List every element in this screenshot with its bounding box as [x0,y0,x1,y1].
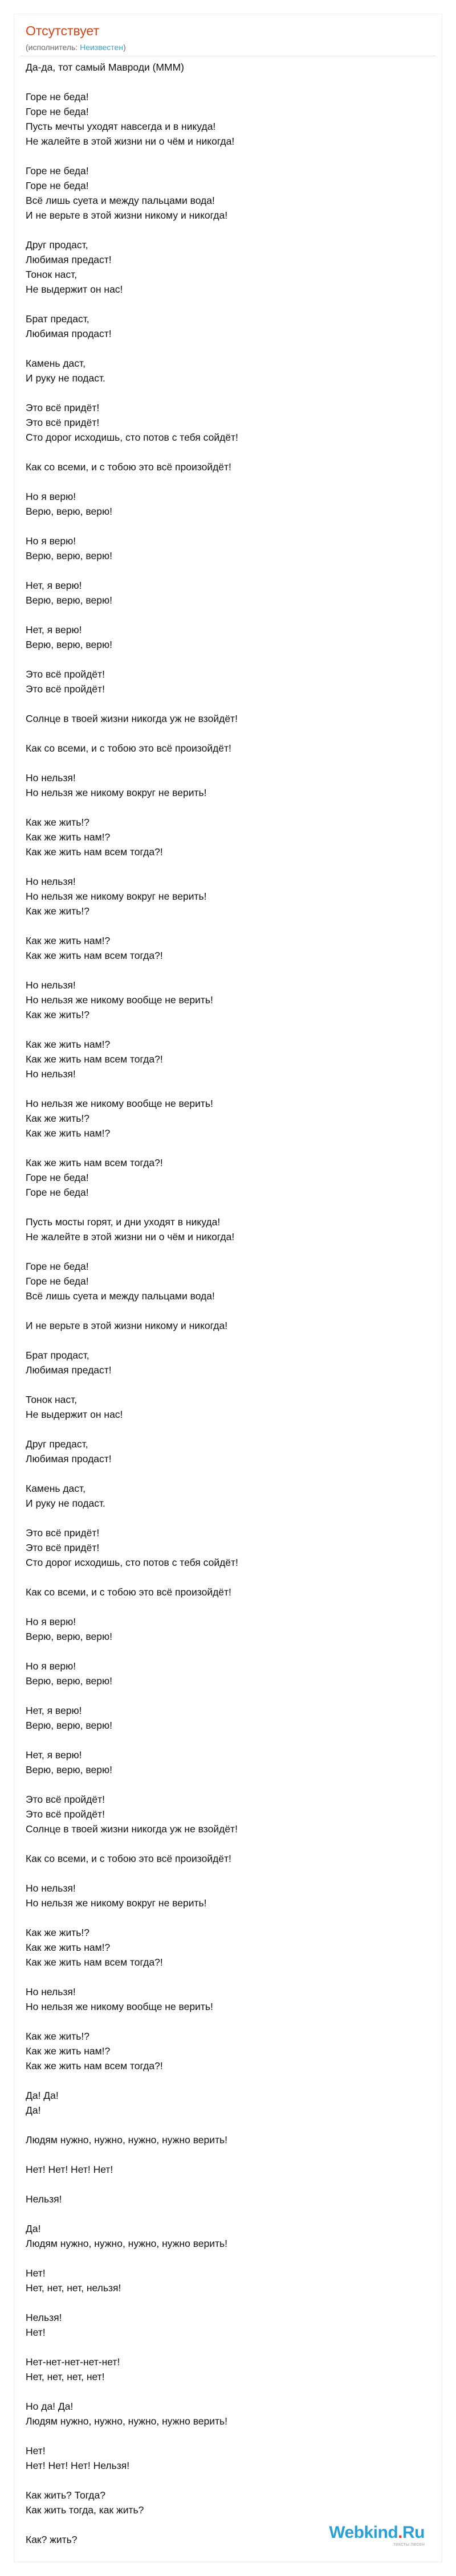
lyric-line: Да! Да! [26,2090,59,2101]
lyric-line: Верю, верю, верю! [26,550,112,561]
lyrics-stanza [26,1792,425,1836]
lyric-line: Горе не беда! [26,91,89,102]
lyric-line: Как же жить нам!? [26,2045,111,2057]
lyric-line: Это всё пройдёт! [26,1794,105,1805]
lyric-line: Камень даст, [26,358,85,369]
lyrics-stanza [26,578,425,608]
site-logo[interactable] [329,2523,425,2547]
lyrics-stanza [26,1348,425,1377]
lyric-line: Как со всеми, и с тобою это всё произойдёт! [26,1853,231,1864]
lyrics-stanza [26,60,425,75]
lyrics-stanza [26,1215,425,1244]
lyric-line: Горе не беда! [26,1261,89,1272]
lyrics-stanza [26,770,425,800]
lyric-line: Не выдержит он нас! [26,1409,123,1420]
lyric-line: Нет! [26,2445,46,2456]
lyric-line: Пусть мечты уходят навсегда и в никуда! [26,121,216,132]
lyric-line: Верю, верю, верю! [26,1675,112,1687]
lyric-line: Верю, верю, верю! [26,506,112,517]
lyrics-stanza [26,1703,425,1733]
lyric-line: Как же жить!? [26,817,89,828]
lyric-line: И не верьте в этой жизни никому и никогда! [26,210,228,221]
lyrics-stanza [26,2488,425,2517]
lyric-line: Но я верю! [26,535,76,547]
lyric-line: Людям нужно, нужно, нужно, нужно верить! [26,2238,228,2249]
lyrics-stanza [26,1259,425,1303]
lyric-line: Любимая предаст! [26,1364,112,1376]
lyric-line: Но нельзя! [26,1986,76,1997]
artist-line [26,43,126,52]
lyrics-stanza [26,1037,425,1081]
lyric-line: Как же жить нам всем тогда?! [26,950,163,961]
lyrics-stanza [26,1155,425,1200]
lyrics-stanza [26,978,425,1022]
artist-prefix: (исполнитель: [26,43,80,52]
lyric-line: Как жить? Тогда? [26,2489,105,2501]
lyric-line: Но нельзя! [26,876,76,887]
artist-suffix: ) [123,43,126,52]
lyrics-stanza [26,622,425,652]
lyrics-stanza [26,2399,425,2429]
lyric-line: Горе не беда! [26,1187,89,1198]
lyric-line: И не верьте в этой жизни никому и никогда! [26,1320,228,1331]
lyric-line: Да! [26,2105,41,2116]
lyric-line: Нет! Нет! Нет! Нет! [26,2164,113,2175]
lyric-line: Да-да, тот самый Мавроди (МММ) [26,61,184,73]
lyrics-stanza [26,874,425,918]
lyric-line: Верю, верю, верю! [26,1764,112,1775]
lyrics-stanza [26,356,425,385]
lyrics-stanza [26,1318,425,1333]
lyric-line: Горе не беда! [26,1172,89,1183]
lyric-line: Как же жить!? [26,905,89,917]
lyric-line: Нет, я верю! [26,1749,82,1761]
lyric-line: Тонок наст, [26,1394,78,1405]
lyric-line: Но нельзя же никому вокруг не верить! [26,891,207,902]
lyric-line: Друг продаст, [26,239,88,251]
lyrics-stanza [26,1659,425,1688]
lyric-line: Как же жить нам всем тогда?! [26,2060,163,2072]
lyrics-stanza [26,2029,425,2073]
lyric-line: Как же жить!? [26,2031,89,2042]
lyric-line: Как же жить нам всем тогда?! [26,846,163,858]
lyric-line: Любимая продаст! [26,328,112,339]
lyric-line: Как жить тогда, как жить? [26,2504,144,2516]
lyrics-stanza [26,2443,425,2473]
lyric-line: Но я верю! [26,1616,76,1627]
lyric-line: Нет, я верю! [26,580,82,591]
lyric-line: Как же жить нам всем тогда?! [26,1053,163,1065]
lyric-line: Не жалейте в этой жизни ни о чём и никогда! [26,1231,235,1242]
lyrics-stanza [26,1525,425,1570]
lyric-line: Нет-нет-нет-нет-нет! [26,2356,120,2368]
lyric-line: Не жалейте в этой жизни ни о чём и никогда! [26,136,235,147]
lyrics-stanza [26,2355,425,2384]
lyrics-stanza [26,1096,425,1141]
lyric-line: Как же жить нам всем тогда?! [26,1956,163,1968]
lyric-line: Брат продаст, [26,1349,89,1361]
lyric-line: Но нельзя! [26,772,76,784]
lyric-line: Камень даст, [26,1483,85,1494]
lyric-line: Да! [26,2223,41,2234]
lyrics-stanza [26,933,425,963]
logo-tagline: тексты песен [393,2541,425,2547]
lyric-line: Солнце в твоей жизни никогда уж не взойдёт! [26,713,238,724]
lyric-line: Горе не беда! [26,180,89,191]
lyric-line: Всё лишь суета и между пальцами вода! [26,1290,215,1302]
lyric-line: Это всё придёт! [26,402,100,413]
lyrics-stanza [26,489,425,519]
lyric-line: Это всё пройдёт! [26,1808,105,1820]
lyrics-stanza [26,2088,425,2118]
lyric-line: Нет, нет, нет, нет! [26,2371,105,2382]
lyric-line: Как же жить!? [26,1009,89,1020]
lyric-line: Всё лишь суета и между пальцами вода! [26,195,215,206]
lyrics-card [14,14,442,2562]
lyrics-stanza [26,2162,425,2177]
lyrics-stanza [26,1881,425,1910]
lyric-line: Друг предаст, [26,1438,88,1450]
lyrics-stanza [26,1748,425,1777]
lyrics-stanza [26,2266,425,2295]
lyrics-stanza [26,1481,425,1511]
lyrics-stanza [26,2310,425,2340]
lyric-line: Горе не беда! [26,1275,89,1287]
lyric-line: Как же жить нам!? [26,935,111,946]
lyric-line: Но нельзя же никому вообще не верить! [26,994,213,1006]
lyrics-stanza [26,1392,425,1422]
lyric-line: Людям нужно, нужно, нужно, нужно верить! [26,2415,228,2427]
lyric-line: Это всё пройдёт! [26,683,105,695]
lyric-line: Нет! [26,2267,46,2279]
lyrics-stanza [26,1984,425,2014]
lyrics-stanza [26,2221,425,2251]
lyric-line: Это всё придёт! [26,1527,100,1539]
lyric-line: Нет, я верю! [26,1705,82,1716]
logo-brand: Webkind.Ru [329,2523,425,2542]
lyrics-stanza [26,815,425,859]
lyric-line: Но нельзя! [26,1068,76,1080]
lyric-line: Как же жить нам!? [26,1039,111,1050]
lyrics-stanza [26,2192,425,2206]
artist-link[interactable]: Неизвестен [80,43,124,52]
lyrics-stanza [26,163,425,223]
lyric-line: Как же жить!? [26,1927,89,1938]
lyric-line: Сто дорог исходишь, сто потов с тебя сойдёт! [26,432,238,443]
lyrics-stanza [26,1437,425,1466]
lyric-line: Но да! Да! [26,2401,74,2412]
lyric-line: Как же жить нам!? [26,831,111,843]
lyrics-stanza [26,1925,425,1970]
lyric-line: Но нельзя! [26,979,76,991]
lyric-line: Как со всеми, и с тобою это всё произойдёт! [26,1586,231,1598]
lyric-line: Нельзя! [26,2193,62,2205]
lyric-line: Это всё придёт! [26,417,100,428]
lyric-line: Как же жить нам!? [26,1942,111,1953]
song-title: Отсутствует [26,23,99,38]
lyric-line: Любимая предаст! [26,254,112,265]
lyric-line: Не выдержит он нас! [26,284,123,295]
lyrics-stanza [26,2132,425,2147]
lyrics-stanza [26,711,425,726]
lyrics-stanza [26,1585,425,1599]
lyric-line: Нет, я верю! [26,624,82,635]
lyric-line: Сто дорог исходишь, сто потов с тебя сойдёт! [26,1557,238,1568]
lyric-line: Но нельзя же никому вокруг не верить! [26,787,207,798]
lyrics-stanza [26,89,425,149]
lyric-line: Как со всеми, и с тобою это всё произойдёт! [26,461,231,473]
lyric-line: И руку не подаст. [26,1498,105,1509]
lyrics-stanza [26,237,425,297]
lyric-line: Но нельзя же никому вообще не верить! [26,2001,213,2012]
lyric-line: Нет! [26,2327,46,2338]
lyrics-stanza [26,667,425,696]
lyrics-stanza [26,534,425,563]
lyric-line: Это всё придёт! [26,1542,100,1553]
lyrics-stanza [26,311,425,341]
lyrics-stanza [26,460,425,474]
lyrics-stanza [26,400,425,445]
lyric-line: Брат предаст, [26,313,89,325]
lyric-line: Но я верю! [26,491,76,502]
lyric-line: Тонок наст, [26,269,78,280]
lyric-line: Как же жить нам всем тогда?! [26,1157,163,1168]
lyric-line: Верю, верю, верю! [26,594,112,606]
lyric-line: Верю, верю, верю! [26,1631,112,1642]
lyric-line: Как же жить!? [26,1113,89,1124]
lyric-line: Но нельзя же никому вообще не верить! [26,1098,213,1109]
lyric-line: И руку не подаст. [26,372,105,384]
lyrics-body [26,60,425,2562]
lyric-line: Солнце в твоей жизни никогда уж не взойдёт! [26,1823,238,1835]
lyric-line: Любимая продаст! [26,1453,112,1465]
lyric-line: Как со всеми, и с тобою это всё произойдёт! [26,743,231,754]
lyric-line: Как? жить? [26,2534,78,2545]
lyric-line: Пусть мосты горят, и дни уходят в никуда! [26,1216,221,1228]
lyric-line: Нельзя! [26,2312,62,2323]
lyrics-stanza [26,1851,425,1866]
lyric-line: Горе не беда! [26,165,89,177]
lyric-line: Но я верю! [26,1660,76,1672]
lyric-line: Но нельзя же никому вокруг не верить! [26,1897,207,1909]
lyric-line: Верю, верю, верю! [26,639,112,650]
lyrics-stanza [26,741,425,756]
lyric-line: Нет, нет, нет, нельзя! [26,2282,121,2294]
lyric-line: Людям нужно, нужно, нужно, нужно верить! [26,2134,228,2146]
lyric-line: Как же жить нам!? [26,1127,111,1139]
lyric-line: Верю, верю, верю! [26,1720,112,1731]
lyric-line: Нет! Нет! Нет! Нельзя! [26,2460,130,2471]
lyric-line: Но нельзя! [26,1882,76,1894]
lyric-line: Это всё пройдёт! [26,668,105,680]
lyrics-stanza [26,1614,425,1644]
lyric-line: Горе не беда! [26,106,89,117]
